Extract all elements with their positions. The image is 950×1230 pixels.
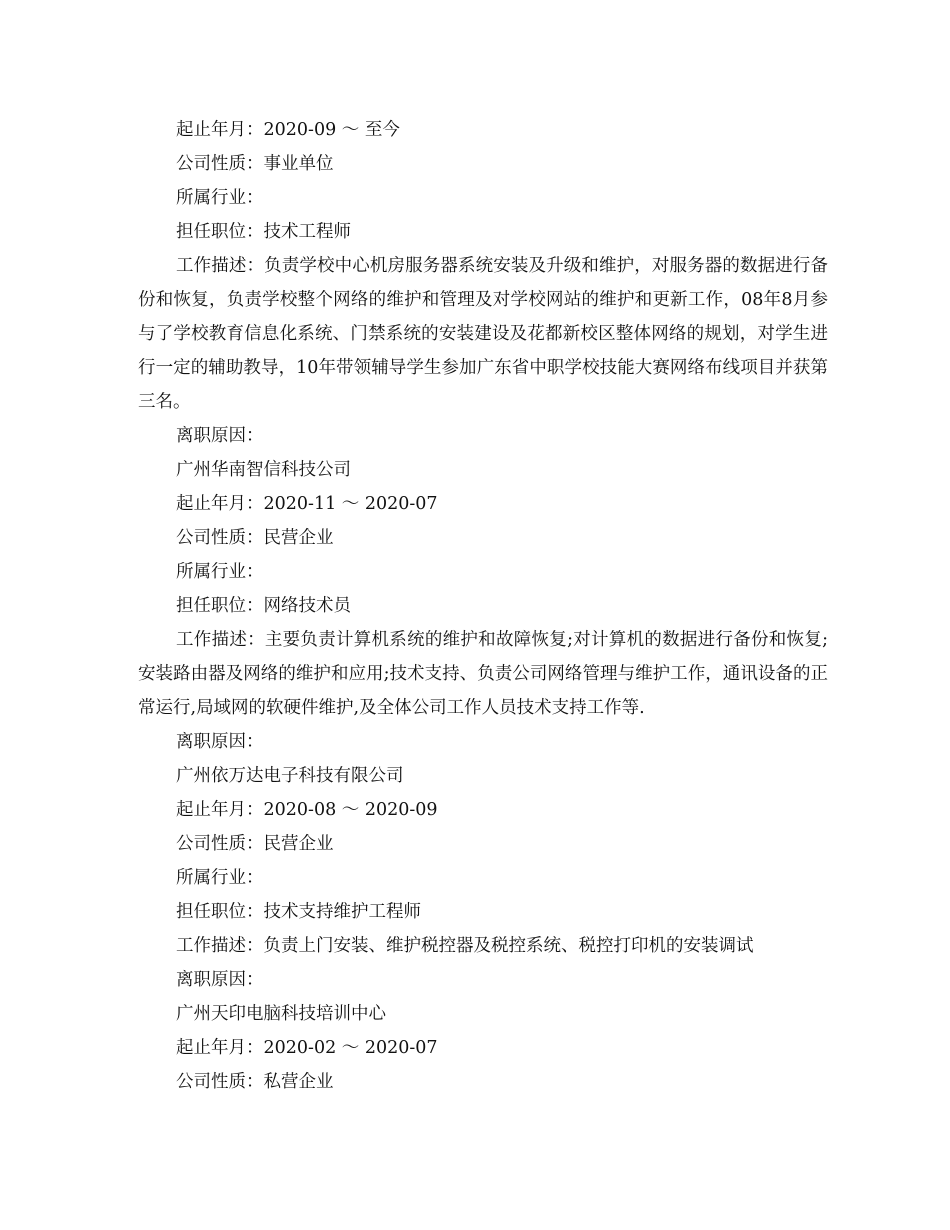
industry-line: 所属行业： — [176, 562, 264, 582]
industry-line: 所属行业： — [176, 188, 264, 208]
resume-work-history — [138, 113, 828, 1099]
leave-reason-line: 离职原因： — [176, 732, 264, 752]
position-line: 担任职位：网络技术员 — [176, 596, 351, 616]
position-line: 担任职位：技术工程师 — [176, 222, 351, 242]
job-description-paragraph: 工作描述：负责学校中心机房服务器系统安装及升级和维护，对服务器的数据进行备份和恢复，负责学校整个网络的维护和管理及对学校网站的维护和更新工作，08年8月参与了学校教育信息化系统、门禁系统的安装建设及花都新校区整体网络的规划，对学生进行一定的辅助教导，10年带领辅导学生参加广东省中职学校技能大赛网络布线项目并获第三名。 — [138, 256, 828, 412]
company-name-line: 广州依万达电子科技有限公司 — [176, 766, 404, 786]
period-line: 起止年月：2020-02 ～ 2020-07 — [176, 1038, 438, 1058]
company-name-line: 广州华南智信科技公司 — [176, 460, 351, 480]
company-type-line: 公司性质：事业单位 — [176, 154, 334, 174]
period-line: 起止年月：2020-08 ～ 2020-09 — [176, 800, 438, 820]
industry-line: 所属行业： — [176, 868, 264, 888]
job-description-paragraph: 工作描述：主要负责计算机系统的维护和故障恢复;对计算机的数据进行备份和恢复;安装路由器及网络的维护和应用;技术支持、负责公司网络管理与维护工作，通讯设备的正常运行,局域网的软硬件维护,及全体公司工作人员技术支持工作等. — [138, 630, 828, 718]
position-line: 担任职位：技术支持维护工程师 — [176, 902, 421, 922]
period-line: 起止年月：2020-11 ～ 2020-07 — [176, 494, 438, 514]
period-line: 起止年月：2020-09 ～ 至今 — [176, 120, 400, 140]
company-type-line: 公司性质：民营企业 — [176, 834, 334, 854]
company-type-line: 公司性质：民营企业 — [176, 528, 334, 548]
leave-reason-line: 离职原因： — [176, 426, 264, 446]
company-name-line: 广州天印电脑科技培训中心 — [176, 1004, 386, 1024]
leave-reason-line: 离职原因： — [176, 970, 264, 990]
company-type-line: 公司性质：私营企业 — [176, 1072, 334, 1092]
job-description-line: 工作描述：负责上门安装、维护税控器及税控系统、税控打印机的安装调试 — [176, 936, 754, 956]
